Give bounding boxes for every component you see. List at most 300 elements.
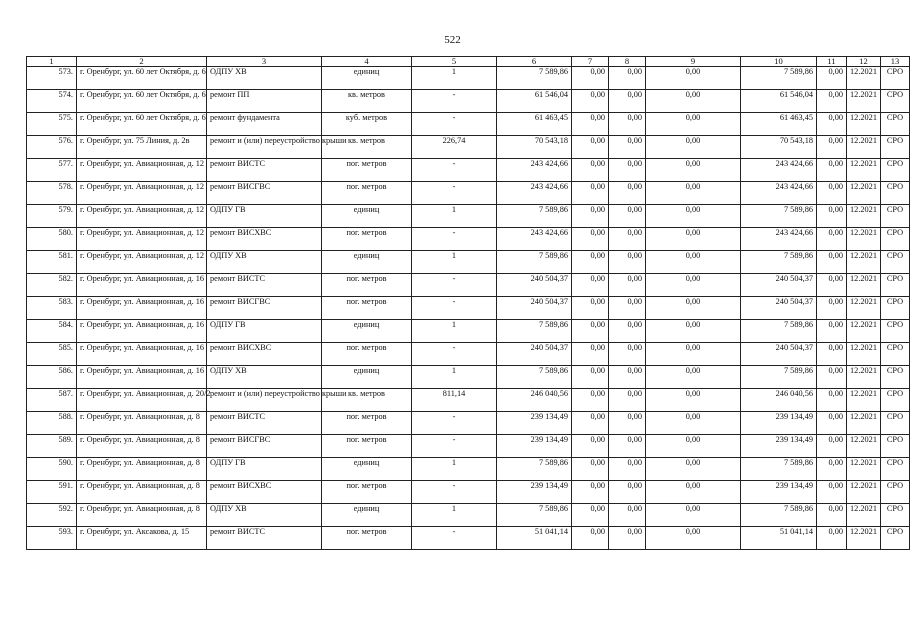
cost-cell: 246 040,56 [497,389,572,412]
table-row [27,458,910,481]
date-cell: 12.2021 [847,366,881,389]
date-cell: 12.2021 [847,389,881,412]
cost-cell: 7 589,86 [497,205,572,228]
date-cell: 12.2021 [847,435,881,458]
table-body [27,57,910,550]
value-cell-11: 0,00 [817,504,847,527]
value-cell-10: 240 504,37 [741,343,817,366]
row-number: 586. [27,366,77,389]
value-cell-11: 0,00 [817,412,847,435]
address-cell: г. Оренбург, ул. 60 лет Октября, д. 6 [77,113,207,136]
table-row [27,412,910,435]
page-number: 522 [444,34,461,46]
cost-cell: 70 543,18 [497,136,572,159]
quantity-cell: - [412,343,497,366]
date-cell: 12.2021 [847,205,881,228]
table-row [27,90,910,113]
value-cell-8: 0,00 [609,182,646,205]
row-number: 587. [27,389,77,412]
unit-cell: кв. метров [322,90,412,113]
unit-cell: куб. метров [322,113,412,136]
method-cell: СРО [881,159,910,182]
quantity-cell: - [412,481,497,504]
header-cell: 5 [412,57,497,67]
value-cell-10: 7 589,86 [741,458,817,481]
address-cell: г. Оренбург, ул. Авиационная, д. 16 [77,366,207,389]
work-type-cell: ОДПУ ХВ [207,504,322,527]
work-type-cell: ремонт ПП [207,90,322,113]
value-cell-10: 243 424,66 [741,228,817,251]
method-cell: СРО [881,366,910,389]
row-number: 578. [27,182,77,205]
cost-cell: 7 589,86 [497,67,572,90]
value-cell-9: 0,00 [646,274,741,297]
date-cell: 12.2021 [847,343,881,366]
value-cell-9: 0,00 [646,435,741,458]
value-cell-7: 0,00 [572,458,609,481]
cost-cell: 7 589,86 [497,366,572,389]
date-cell: 12.2021 [847,297,881,320]
work-type-cell: ремонт ВИСТС [207,527,322,550]
header-cell: 4 [322,57,412,67]
value-cell-10: 240 504,37 [741,274,817,297]
value-cell-8: 0,00 [609,320,646,343]
value-cell-10: 246 040,56 [741,389,817,412]
value-cell-11: 0,00 [817,205,847,228]
date-cell: 12.2021 [847,527,881,550]
header-cell: 1 [27,57,77,67]
method-cell: СРО [881,228,910,251]
value-cell-11: 0,00 [817,435,847,458]
date-cell: 12.2021 [847,412,881,435]
value-cell-8: 0,00 [609,67,646,90]
value-cell-7: 0,00 [572,297,609,320]
address-cell: г. Оренбург, ул. Авиационная, д. 12 [77,251,207,274]
cost-cell: 240 504,37 [497,274,572,297]
method-cell: СРО [881,389,910,412]
value-cell-11: 0,00 [817,389,847,412]
value-cell-11: 0,00 [817,136,847,159]
value-cell-9: 0,00 [646,90,741,113]
value-cell-9: 0,00 [646,136,741,159]
value-cell-7: 0,00 [572,136,609,159]
method-cell: СРО [881,481,910,504]
unit-cell: пог. метров [322,435,412,458]
date-cell: 12.2021 [847,113,881,136]
value-cell-11: 0,00 [817,343,847,366]
value-cell-8: 0,00 [609,481,646,504]
row-number: 579. [27,205,77,228]
value-cell-8: 0,00 [609,458,646,481]
header-cell: 7 [572,57,609,67]
value-cell-11: 0,00 [817,297,847,320]
date-cell: 12.2021 [847,159,881,182]
value-cell-9: 0,00 [646,481,741,504]
value-cell-9: 0,00 [646,228,741,251]
value-cell-7: 0,00 [572,113,609,136]
value-cell-8: 0,00 [609,527,646,550]
value-cell-11: 0,00 [817,182,847,205]
table-row [27,435,910,458]
value-cell-7: 0,00 [572,159,609,182]
header-cell: 3 [207,57,322,67]
address-cell: г. Оренбург, ул. Авиационная, д. 8 [77,412,207,435]
date-cell: 12.2021 [847,67,881,90]
header-cell: 12 [847,57,881,67]
work-type-cell: ремонт и (или) переустройство крыши [207,136,322,159]
cost-cell: 61 546,04 [497,90,572,113]
header-row [27,57,910,67]
unit-cell: кв. метров [322,389,412,412]
cost-cell: 7 589,86 [497,504,572,527]
row-number: 583. [27,297,77,320]
date-cell: 12.2021 [847,228,881,251]
value-cell-9: 0,00 [646,159,741,182]
date-cell: 12.2021 [847,320,881,343]
unit-cell: единиц [322,458,412,481]
value-cell-11: 0,00 [817,251,847,274]
work-type-cell: ремонт фундамента [207,113,322,136]
header-cell: 10 [741,57,817,67]
value-cell-11: 0,00 [817,458,847,481]
address-cell: г. Оренбург, ул. Авиационная, д. 16 [77,297,207,320]
quantity-cell: - [412,412,497,435]
unit-cell: единиц [322,366,412,389]
cost-cell: 239 134,49 [497,481,572,504]
value-cell-10: 7 589,86 [741,504,817,527]
work-type-cell: ОДПУ ХВ [207,251,322,274]
header-cell: 13 [881,57,910,67]
quantity-cell: 1 [412,67,497,90]
value-cell-7: 0,00 [572,228,609,251]
value-cell-11: 0,00 [817,90,847,113]
value-cell-10: 243 424,66 [741,182,817,205]
date-cell: 12.2021 [847,182,881,205]
cost-cell: 239 134,49 [497,435,572,458]
date-cell: 12.2021 [847,274,881,297]
value-cell-10: 239 134,49 [741,412,817,435]
value-cell-11: 0,00 [817,481,847,504]
method-cell: СРО [881,136,910,159]
unit-cell: пог. метров [322,481,412,504]
value-cell-11: 0,00 [817,113,847,136]
value-cell-7: 0,00 [572,504,609,527]
value-cell-7: 0,00 [572,481,609,504]
value-cell-8: 0,00 [609,159,646,182]
row-number: 584. [27,320,77,343]
value-cell-8: 0,00 [609,90,646,113]
method-cell: СРО [881,113,910,136]
quantity-cell: - [412,228,497,251]
quantity-cell: 1 [412,458,497,481]
unit-cell: пог. метров [322,412,412,435]
table-row [27,366,910,389]
address-cell: г. Оренбург, ул. Авиационная, д. 12 [77,159,207,182]
cost-cell: 7 589,86 [497,458,572,481]
method-cell: СРО [881,274,910,297]
cost-cell: 240 504,37 [497,297,572,320]
value-cell-9: 0,00 [646,389,741,412]
address-cell: г. Оренбург, ул. Авиационная, д. 16 [77,343,207,366]
method-cell: СРО [881,527,910,550]
value-cell-11: 0,00 [817,159,847,182]
table-row [27,504,910,527]
cost-cell: 7 589,86 [497,320,572,343]
unit-cell: кв. метров [322,136,412,159]
value-cell-8: 0,00 [609,205,646,228]
value-cell-9: 0,00 [646,458,741,481]
value-cell-7: 0,00 [572,182,609,205]
method-cell: СРО [881,297,910,320]
date-cell: 12.2021 [847,90,881,113]
unit-cell: единиц [322,251,412,274]
value-cell-7: 0,00 [572,527,609,550]
unit-cell: пог. метров [322,228,412,251]
address-cell: г. Оренбург, ул. Авиационная, д. 8 [77,481,207,504]
value-cell-7: 0,00 [572,90,609,113]
row-number: 575. [27,113,77,136]
value-cell-7: 0,00 [572,67,609,90]
value-cell-11: 0,00 [817,527,847,550]
row-number: 593. [27,527,77,550]
method-cell: СРО [881,182,910,205]
method-cell: СРО [881,458,910,481]
header-cell: 11 [817,57,847,67]
quantity-cell: - [412,159,497,182]
value-cell-11: 0,00 [817,274,847,297]
value-cell-8: 0,00 [609,228,646,251]
value-cell-8: 0,00 [609,251,646,274]
value-cell-10: 243 424,66 [741,159,817,182]
work-type-cell: ремонт ВИСТС [207,274,322,297]
value-cell-9: 0,00 [646,297,741,320]
table-row [27,320,910,343]
quantity-cell: 226,74 [412,136,497,159]
value-cell-10: 239 134,49 [741,481,817,504]
value-cell-8: 0,00 [609,412,646,435]
work-type-cell: ОДПУ ХВ [207,366,322,389]
work-type-cell: ремонт ВИСГВС [207,182,322,205]
work-type-cell: ОДПУ ГВ [207,320,322,343]
address-cell: г. Оренбург, ул. 75 Линия, д. 2в [77,136,207,159]
value-cell-9: 0,00 [646,527,741,550]
table-row [27,113,910,136]
unit-cell: пог. метров [322,297,412,320]
table-row [27,228,910,251]
method-cell: СРО [881,412,910,435]
value-cell-7: 0,00 [572,389,609,412]
row-number: 588. [27,412,77,435]
table-row [27,274,910,297]
table-row [27,159,910,182]
value-cell-9: 0,00 [646,343,741,366]
address-cell: г. Оренбург, ул. Авиационная, д. 16 [77,320,207,343]
cost-cell: 61 463,45 [497,113,572,136]
address-cell: г. Оренбург, ул. Авиационная, д. 8 [77,504,207,527]
work-type-cell: ремонт ВИСХВС [207,343,322,366]
address-cell: г. Оренбург, ул. Авиационная, д. 16 [77,274,207,297]
table-row [27,205,910,228]
value-cell-10: 240 504,37 [741,297,817,320]
row-number: 580. [27,228,77,251]
cost-cell: 243 424,66 [497,182,572,205]
table-row [27,251,910,274]
row-number: 574. [27,90,77,113]
row-number: 589. [27,435,77,458]
quantity-cell: - [412,113,497,136]
unit-cell: пог. метров [322,159,412,182]
value-cell-9: 0,00 [646,205,741,228]
work-type-cell: ремонт ВИСГВС [207,435,322,458]
date-cell: 12.2021 [847,251,881,274]
address-cell: г. Оренбург, ул. Аксакова, д. 15 [77,527,207,550]
address-cell: г. Оренбург, ул. Авиационная, д. 20/2 [77,389,207,412]
value-cell-7: 0,00 [572,205,609,228]
table-row [27,136,910,159]
value-cell-8: 0,00 [609,343,646,366]
quantity-cell: 1 [412,320,497,343]
value-cell-7: 0,00 [572,366,609,389]
table-row [27,389,910,412]
address-cell: г. Оренбург, ул. Авиационная, д. 8 [77,458,207,481]
work-type-cell: ремонт и (или) переустройство крыши [207,389,322,412]
table-row [27,481,910,504]
value-cell-10: 7 589,86 [741,320,817,343]
method-cell: СРО [881,251,910,274]
value-cell-8: 0,00 [609,274,646,297]
cost-cell: 51 041,14 [497,527,572,550]
work-type-cell: ремонт ВИСТС [207,412,322,435]
value-cell-8: 0,00 [609,504,646,527]
table-row [27,182,910,205]
quantity-cell: - [412,90,497,113]
unit-cell: единиц [322,205,412,228]
work-type-cell: ремонт ВИСХВС [207,228,322,251]
date-cell: 12.2021 [847,458,881,481]
header-cell: 9 [646,57,741,67]
value-cell-11: 0,00 [817,228,847,251]
work-type-cell: ремонт ВИСХВС [207,481,322,504]
cost-cell: 7 589,86 [497,251,572,274]
value-cell-10: 51 041,14 [741,527,817,550]
value-cell-7: 0,00 [572,435,609,458]
address-cell: г. Оренбург, ул. Авиационная, д. 12 [77,205,207,228]
address-cell: г. Оренбург, ул. 60 лет Октября, д. 6 [77,90,207,113]
quantity-cell: - [412,527,497,550]
work-type-cell: ОДПУ ГВ [207,205,322,228]
method-cell: СРО [881,343,910,366]
data-table [26,56,910,550]
quantity-cell: - [412,274,497,297]
value-cell-8: 0,00 [609,366,646,389]
work-type-cell: ОДПУ ГВ [207,458,322,481]
method-cell: СРО [881,320,910,343]
value-cell-8: 0,00 [609,389,646,412]
value-cell-9: 0,00 [646,251,741,274]
cost-cell: 243 424,66 [497,228,572,251]
table-row [27,297,910,320]
work-type-cell: ремонт ВИСГВС [207,297,322,320]
row-number: 582. [27,274,77,297]
value-cell-10: 61 546,04 [741,90,817,113]
row-number: 581. [27,251,77,274]
quantity-cell: 1 [412,251,497,274]
date-cell: 12.2021 [847,136,881,159]
header-cell: 6 [497,57,572,67]
unit-cell: единиц [322,67,412,90]
method-cell: СРО [881,90,910,113]
address-cell: г. Оренбург, ул. Авиационная, д. 12 [77,228,207,251]
row-number: 577. [27,159,77,182]
value-cell-8: 0,00 [609,435,646,458]
row-number: 573. [27,67,77,90]
value-cell-9: 0,00 [646,182,741,205]
date-cell: 12.2021 [847,481,881,504]
value-cell-9: 0,00 [646,320,741,343]
value-cell-11: 0,00 [817,320,847,343]
value-cell-9: 0,00 [646,412,741,435]
table-row [27,343,910,366]
value-cell-10: 239 134,49 [741,435,817,458]
unit-cell: пог. метров [322,182,412,205]
row-number: 585. [27,343,77,366]
quantity-cell: 811,14 [412,389,497,412]
value-cell-7: 0,00 [572,274,609,297]
unit-cell: пог. метров [322,343,412,366]
table-row [27,67,910,90]
value-cell-9: 0,00 [646,366,741,389]
unit-cell: пог. метров [322,274,412,297]
row-number: 591. [27,481,77,504]
method-cell: СРО [881,435,910,458]
value-cell-7: 0,00 [572,343,609,366]
value-cell-7: 0,00 [572,412,609,435]
value-cell-10: 7 589,86 [741,251,817,274]
value-cell-9: 0,00 [646,67,741,90]
quantity-cell: - [412,297,497,320]
value-cell-7: 0,00 [572,251,609,274]
quantity-cell: 1 [412,504,497,527]
table-row [27,527,910,550]
row-number: 576. [27,136,77,159]
row-number: 590. [27,458,77,481]
value-cell-11: 0,00 [817,67,847,90]
date-cell: 12.2021 [847,504,881,527]
header-cell: 2 [77,57,207,67]
value-cell-10: 7 589,86 [741,366,817,389]
value-cell-8: 0,00 [609,136,646,159]
value-cell-10: 61 463,45 [741,113,817,136]
unit-cell: единиц [322,320,412,343]
unit-cell: пог. метров [322,527,412,550]
cost-cell: 239 134,49 [497,412,572,435]
quantity-cell: - [412,182,497,205]
value-cell-7: 0,00 [572,320,609,343]
quantity-cell: - [412,435,497,458]
quantity-cell: 1 [412,366,497,389]
row-number: 592. [27,504,77,527]
value-cell-11: 0,00 [817,366,847,389]
address-cell: г. Оренбург, ул. 60 лет Октября, д. 6 [77,67,207,90]
method-cell: СРО [881,67,910,90]
value-cell-10: 70 543,18 [741,136,817,159]
work-type-cell: ремонт ВИСТС [207,159,322,182]
unit-cell: единиц [322,504,412,527]
value-cell-9: 0,00 [646,113,741,136]
work-type-cell: ОДПУ ХВ [207,67,322,90]
header-cell: 8 [609,57,646,67]
value-cell-9: 0,00 [646,504,741,527]
